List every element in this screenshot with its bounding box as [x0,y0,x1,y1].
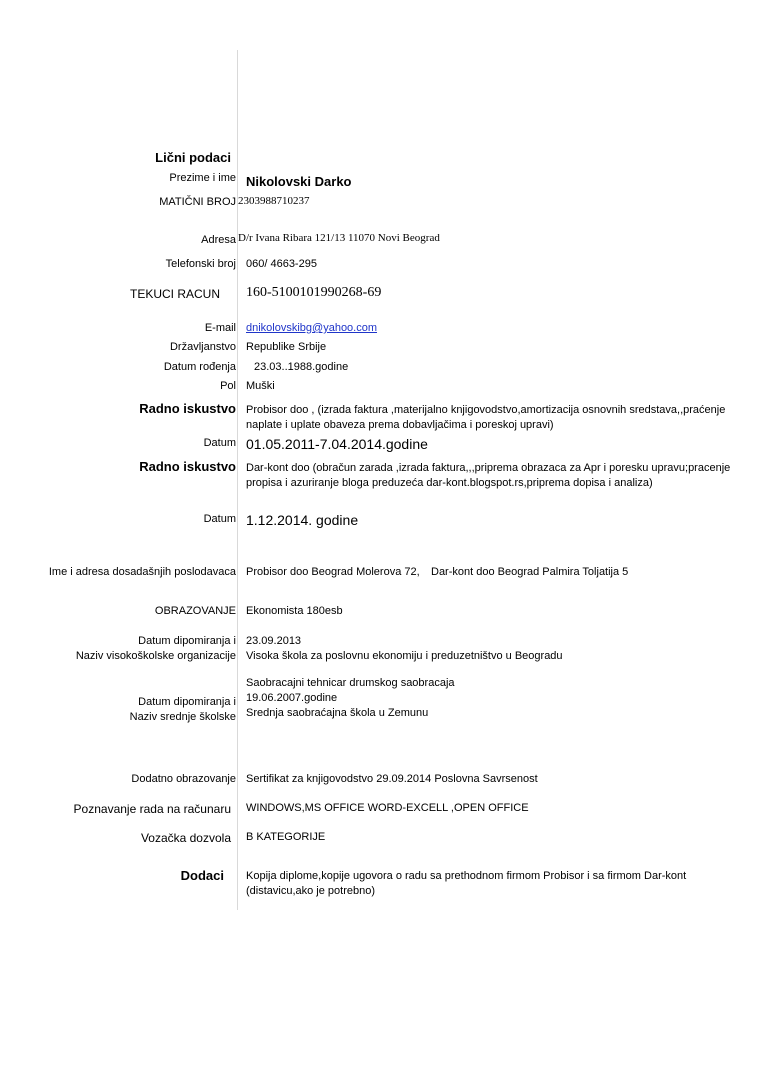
phone-label: Telefonski broj [165,258,236,270]
surname-label: Prezime i ime [169,172,236,184]
attachments-label: Dodaci [180,868,224,883]
employers-label: Ime i adresa dosadašnjih poslodavaca [48,566,236,578]
address-value: D/r Ivana Ribara 121/13 11070 Novi Beograd [238,232,440,244]
experience-date-label: Datum [203,513,236,525]
gender-label: Pol [220,380,236,392]
secondary-label-line-2: Naziv srednje školske [129,711,236,723]
birthdate-label: Datum rođenja [163,361,236,373]
attachments-line-1: Kopija diplome,kopije ugovora o radu sa prethodnom firmom Probisor i sa firmom Dar-kont [246,870,687,882]
phone-value: 060/ 4663-295 [246,258,317,270]
experience-date-label: Datum [203,437,236,449]
driving-license-value: B KATEGORIJE [246,831,326,843]
computer-skills-label: Poznavanje rada na računaru [73,802,231,816]
employer-value-1: Probisor doo Beograd Molerova 72, [246,566,420,578]
employer-value-2: Dar-kont doo Beograd Palmira Toljatija 5 [431,566,629,578]
higher-education-label [76,634,236,664]
column-divider [237,50,238,910]
id-value: 2303988710237 [238,195,310,207]
secondary-label-line-1: Datum dipomiranja i [138,696,236,708]
additional-education-label: Dodatno obrazovanje [131,773,236,785]
email-label: E-mail [204,322,236,334]
computer-skills-value: WINDOWS,MS OFFICE WORD-EXCELL ,OPEN OFFICE [246,802,529,814]
gender-value: Muški [246,380,275,392]
education-value: Ekonomista 180esb [246,605,343,617]
attachments-line-2: (distavicu,ako je potrebno) [246,885,376,897]
experience-date-value: 01.05.2011-7.04.2014.godine [246,436,428,452]
id-label: MATIČNI BROJ [159,196,236,208]
higher-education-value [246,634,563,664]
driving-license-label: Vozačka dozvola [140,831,231,845]
experience-label: Radno iskustvo [139,401,236,416]
higher-date: 23.09.2013 [246,635,302,647]
experience-value: Probisor doo , (izrada faktura ,materijalno knjigovodstvo,amortizacija osnovnih sredstava,,praćenje naplate i uplate obaveza prema dobavljačima i poreskoj upravi) [246,404,726,431]
secondary-date: 19.06.2007.godine [246,692,338,704]
higher-label-line-1: Datum dipomiranja i [138,635,236,647]
experience-value: Dar-kont doo (obračun zarada ,izrada faktura,,,priprema obrazaca za Apr i poresku upravu;pracenje propisa i azuriranje bloga preduzeća dar-kont.blogspot.rs,priprema dopisa i analiza) [246,462,731,489]
surname-value: Nikolovski Darko [246,174,352,189]
birthdate-value: 23.03..1988.godine [254,361,349,373]
education-label: OBRAZOVANJE [154,605,236,617]
email-link[interactable]: dnikolovskibg@yahoo.com [246,322,378,334]
citizenship-label: Državljanstvo [169,341,236,353]
higher-school: Visoka škola za poslovnu ekonomiju i preduzetništvo u Beogradu [246,650,563,662]
section-title-personal: Lični podaci [155,150,231,165]
secondary-education-label [130,695,236,725]
experience-date-value: 1.12.2014. godine [246,512,359,528]
account-label: TEKUCI RACUN [129,287,220,301]
secondary-title: Saobracajni tehnicar drumskog saobracaja [246,677,455,689]
additional-education-value: Sertifikat za knjigovodstvo 29.09.2014 Poslovna Savrsenost [246,773,538,785]
account-value: 160-5100101990268-69 [246,285,382,300]
address-label: Adresa [201,234,236,246]
attachments-value [246,869,686,899]
secondary-education-value [246,691,428,721]
citizenship-value: Republike Srbije [246,341,327,353]
secondary-school: Srednja saobraćajna škola u Zemunu [246,707,429,719]
higher-label-line-2: Naziv visokoškolske organizacije [75,650,236,662]
experience-label: Radno iskustvo [139,459,236,474]
